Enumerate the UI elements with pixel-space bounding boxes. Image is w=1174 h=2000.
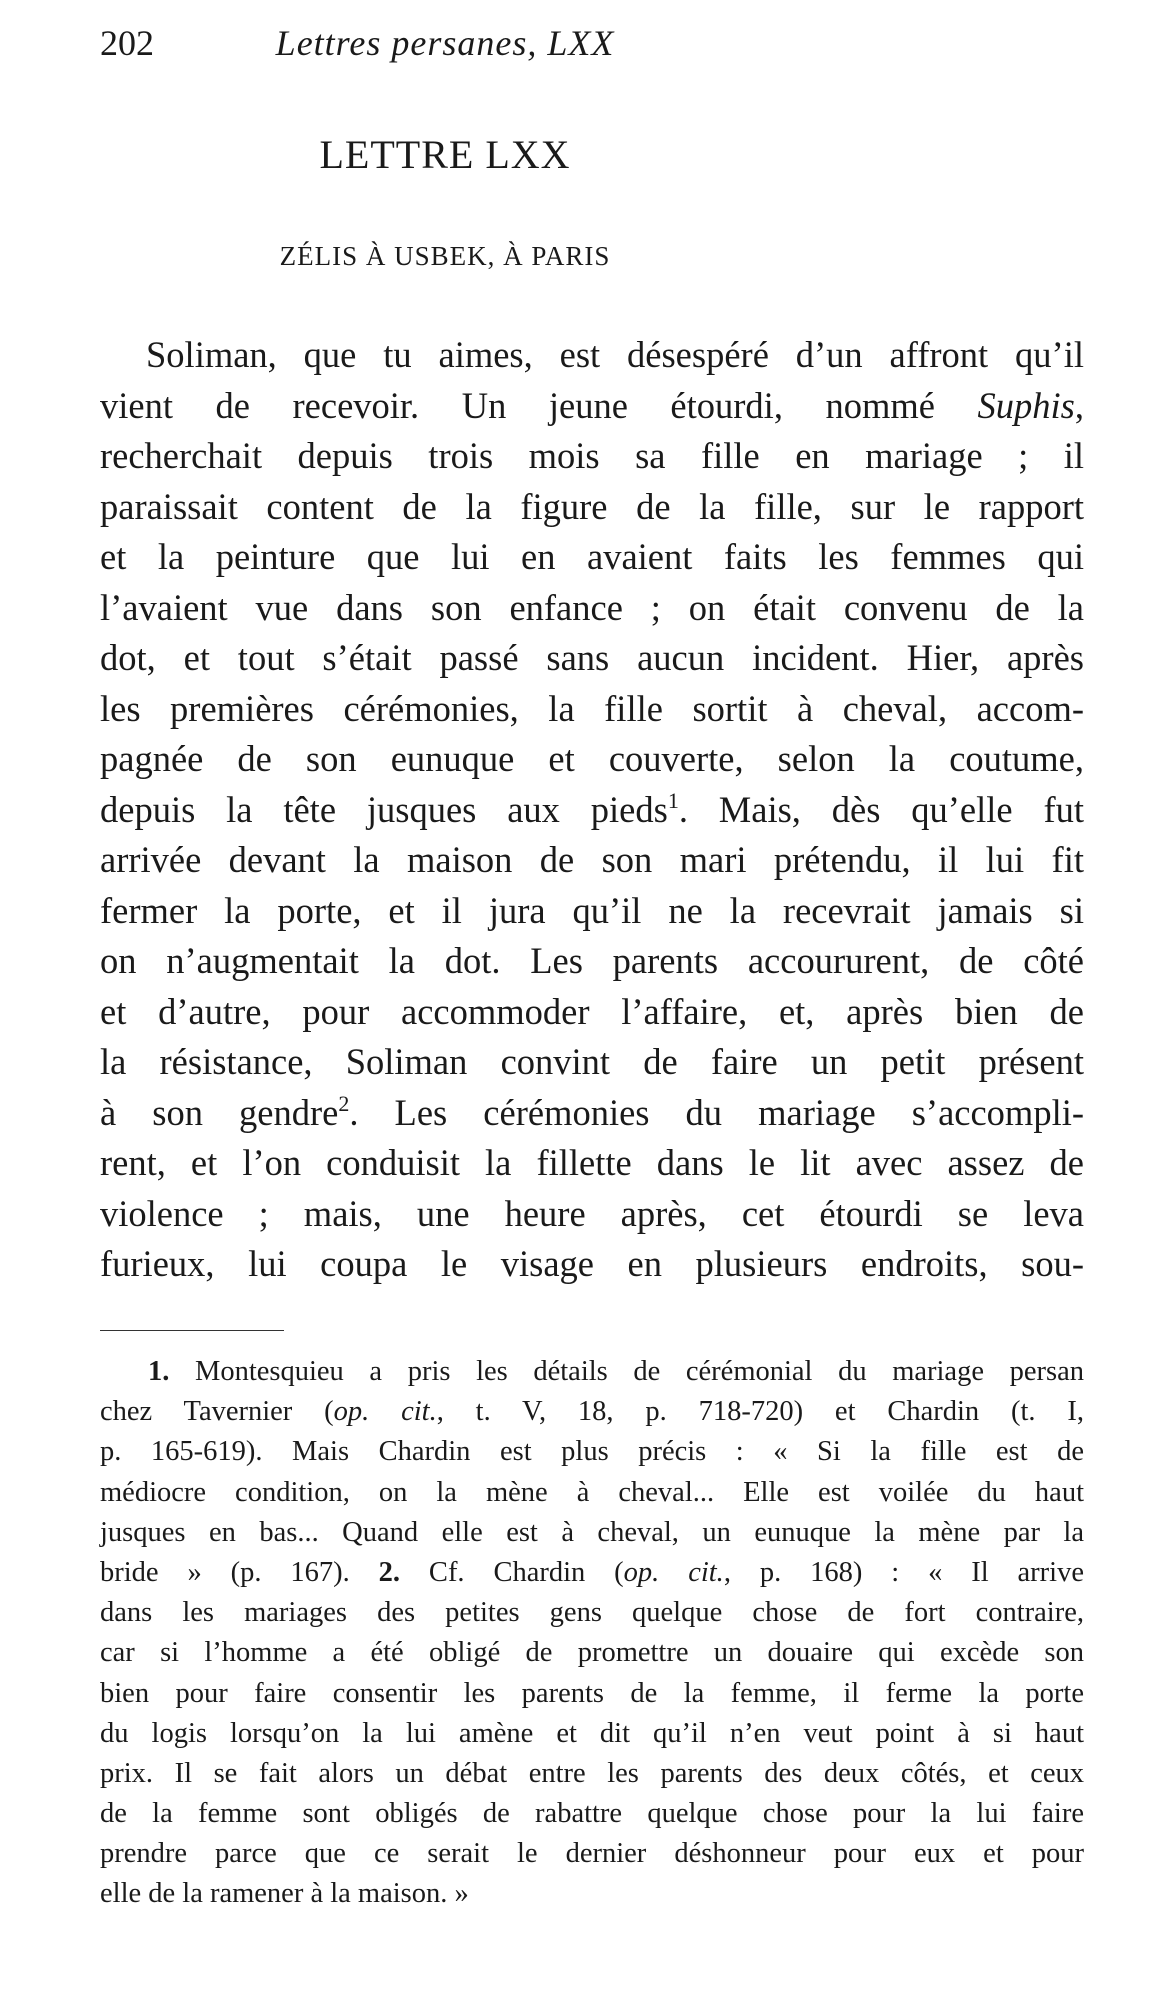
body-line: pagnée de son eunuque et couverte, selon la coutume, — [100, 738, 1084, 779]
footnote-line: 1. Montesquieu a pris les détails de cérémonial du mariage persan — [148, 1356, 1084, 1387]
body-line: depuis la tête jusques aux pieds$^1$. Mais, dès qu’elle fut — [100, 787, 1084, 830]
footnote-line: bride » (p. 167). 2. Cf. Chardin (op. cit., p. 168) : « Il arrive — [100, 1556, 1084, 1588]
body-line: recherchait depuis trois mois sa fille en mariage ; il — [100, 435, 1084, 476]
footnote-line: du logis lorsqu’on la lui amène et dit qu’il n’en veut point à si haut — [100, 1717, 1084, 1749]
footnote-number-1: 1. — [148, 1356, 170, 1387]
body-line: l’avaient vue dans son enfance ; on était convenu de la — [100, 586, 1084, 628]
body-line: et d’autre, pour accommoder l’affaire, et, après bien de — [100, 990, 1084, 1032]
body-line: et la peinture que lui en avaient faits les femmes qui — [100, 536, 1084, 577]
body-line: paraissait content de la figure de la fille, sur le rapport — [100, 485, 1084, 527]
letter-body — [100, 330, 1084, 1290]
body-line: arrivée devant la maison de son mari prétendu, il lui fit — [100, 839, 1084, 880]
body-line: vient de recevoir. Un jeune étourdi, nommé Suphis, — [100, 384, 1084, 426]
footnotes — [100, 1352, 1084, 1915]
footnote-line: prendre parce que ce serait le dernier déshonneur pour eux et pour — [100, 1838, 1084, 1870]
body-line: Soliman, que tu aimes, est désespéré d’un affront qu’il — [146, 334, 1084, 375]
footnote-line: jusques en bas... Quand elle est à cheval, un eunuque la mène par la — [100, 1516, 1084, 1548]
letter-subtitle: ZÉLIS À USBEK, À PARIS — [279, 241, 611, 271]
body-line: rent, et l’on conduisit la fillette dans le lit avec assez de — [100, 1142, 1084, 1183]
footnote-line: dans les mariages des petites gens quelque chose de fort contraire, — [100, 1597, 1084, 1629]
footnote-line: médiocre condition, on la mène à cheval... Elle est voilée du haut — [100, 1476, 1084, 1508]
name-suphis: Suphis — [977, 384, 1075, 426]
body-line: on n’augmentait la dot. Les parents accoururent, de côté — [100, 940, 1084, 981]
footnote-line: elle de la ramener à la maison. » — [100, 1878, 469, 1910]
running-head — [100, 18, 790, 68]
footnote-line: de la femme sont obligés de rabattre quelque chose pour la lui faire — [100, 1798, 1084, 1830]
body-line: la résistance, Soliman convint de faire un petit présent — [100, 1041, 1084, 1082]
body-line: les premières cérémonies, la fille sortit à cheval, accom- — [100, 687, 1084, 729]
body-line: fermer la porte, et il jura qu’il ne la recevrait jamais si — [100, 889, 1084, 931]
body-line: dot, et tout s’était passé sans aucun incident. Hier, après — [100, 637, 1084, 678]
letter-title: LETTRE LXX — [319, 132, 571, 177]
footnote-line: prix. Il se fait alors un débat entre les parents des deux côtés, et ceux — [100, 1757, 1084, 1789]
footnote-line: bien pour faire consentir les parents de la femme, il ferme la porte — [100, 1677, 1084, 1709]
footnote-ref-1[interactable]: 1 — [667, 787, 679, 813]
body-line: violence ; mais, une heure après, cet étourdi se leva — [100, 1192, 1084, 1234]
running-title: Lettres persanes, LXX — [275, 23, 615, 63]
body-line: furieux, lui coupa le visage en plusieurs endroits, sou- — [100, 1243, 1084, 1284]
footnote-line: car si l’homme a été obligé de promettre un douaire qui excède son — [100, 1637, 1084, 1669]
page-number: 202 — [100, 23, 154, 63]
body-line: à son gendre$^2$. Les cérémonies du mariage s’accompli- — [100, 1090, 1084, 1133]
footnote-divider — [100, 1330, 284, 1331]
footnote-number-2: 2. — [378, 1556, 401, 1588]
footnote-line: p. 165-619). Mais Chardin est plus précis : « Si la fille est de — [100, 1436, 1084, 1468]
footnote-line: chez Tavernier (op. cit., t. V, 18, p. 718-720) et Chardin (t. I, — [100, 1396, 1084, 1428]
footnote-ref-2[interactable]: 2 — [338, 1090, 350, 1116]
